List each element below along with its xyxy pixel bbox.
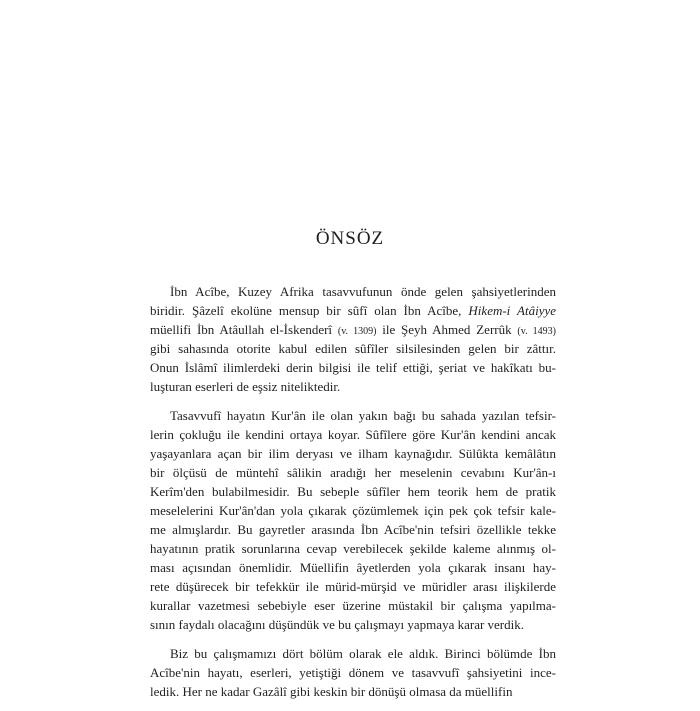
text-line: yaşayanlara açan bir ilim deryası ve ilham kaynağıdır. Sülûkta kemâlâtın [150,446,556,461]
text-line: Tasavvufî hayatın Kur'ân ile olan yakın bağı bu sahada yazılan tefsir- [170,408,556,423]
text-line: müellifi İbn Atâullah el-İskenderî (v. 1309) ile Şeyh Ahmed Zerrûk (v. 1493) [150,322,556,337]
text-line: rete düşürecek bir tefekkür ile mürid-mürşid ve müridler arası ilişkilerde [150,579,556,594]
death-date: (v. 1309) [337,326,377,337]
text-line: ledik. Her ne kadar Gazâlî gibi keskin bir dönüşü olmasa da müellifin [150,684,513,699]
text-line: kurallar vazetmesi sebebiyle eser üzerine müstakil bir çalışma yapılma- [150,598,556,613]
death-date: (v. 1493) [517,326,556,337]
paragraph [150,644,556,701]
body-text [150,282,556,711]
text-line: Onun İslâmî ilimlerdeki derin bilgisi ile telif ettiği, şeriat ve hakîkatı bu- [150,360,556,375]
text-line: Biz bu çalışmamızı dört bölüm olarak ele aldık. Birinci bölümde İbn [170,646,556,661]
text-line: biridir. Şâzelî ekolüne mensup bir sûfî olan İbn Acîbe, Hikem-i Atâiyye [150,303,557,318]
text-line: meselelerini Kur'ân'dan yola çıkarak çözümlemek için pek çok tefsir kale- [150,503,556,518]
text-line: ması açısından önemlidir. Müellifin âyetlerden yola çıkarak insanı hay- [150,560,556,575]
text-line: İbn Acîbe, Kuzey Afrika tasavvufunun önde gelen şahsiyetlerinden [170,284,556,299]
italic-title: Hikem-i Atâiyye [468,303,557,318]
text-line: bir ölçüsü de müntehî sâlikin aradığı her meselenin cevabını Kur'ân-ı [150,465,556,480]
text-line: Kerîm'den bulabilmesidir. Bu sebeple sûfîler hem teorik hem de pratik [150,484,556,499]
text-line: luşturan eserleri de eşsiz niteliktedir. [150,379,341,394]
paragraph [150,406,556,634]
text-line: sının faydalı olacağını düşündük ve bu çalışmayı yapmaya karar verdik. [150,617,524,632]
text-line: lerin çokluğu ile kendini ortaya koyar. Sûfîlere göre Kur'ân kendini ancak [150,427,556,442]
page-title: ÖNSÖZ [315,228,385,249]
text-line: me almışlardır. Bu gayretler arasında İbn Acîbe'nin tefsiri özellikle tekke [150,522,556,537]
paragraph [150,282,556,396]
text-line: hayatının pratik sorunlarına cevap verebilecek şekilde kaleme alınmış ol- [150,541,556,556]
text-line: Acîbe'nin hayatı, eserleri, yetiştiği dönem ve tasavvufî şahsiyetini ince- [150,665,556,680]
text-line: gibi sahasında otorite kabul edilen sûfîler silsilesinden gelen bir zâttır. [150,341,556,356]
